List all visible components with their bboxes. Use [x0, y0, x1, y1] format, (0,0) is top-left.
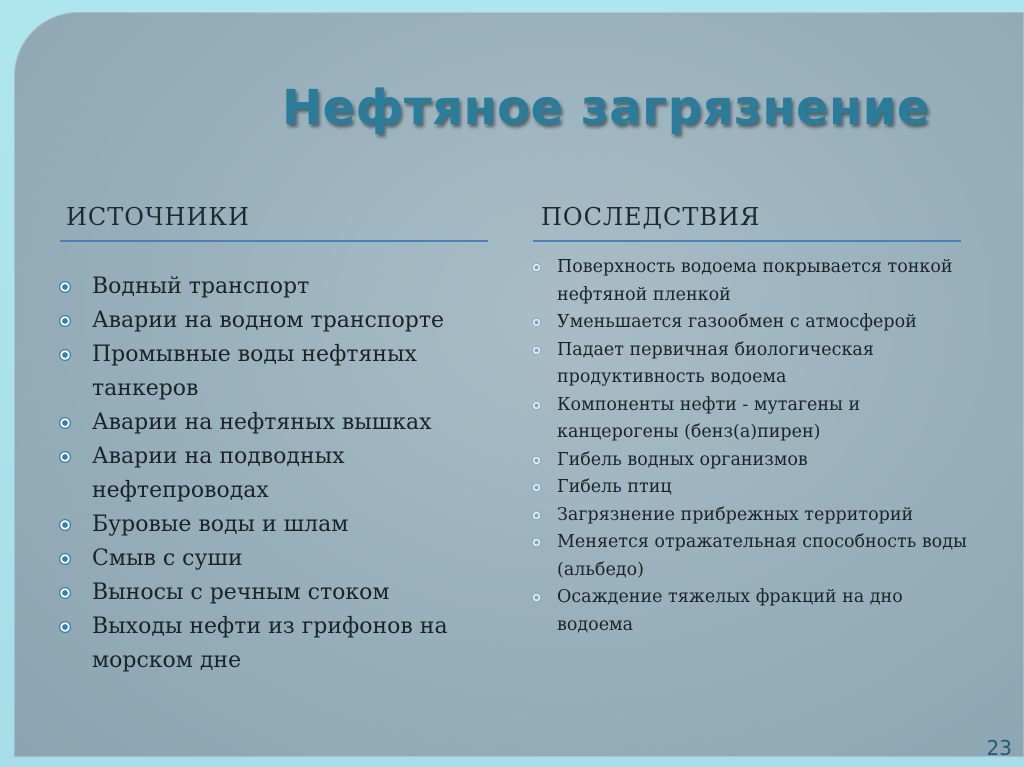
- list-item: [530, 309, 970, 337]
- sources-list: [59, 270, 499, 678]
- bullet-icon: [59, 315, 71, 327]
- list-item-text: Аварии на подводных нефтепроводах: [92, 444, 345, 503]
- consequences-list: [530, 254, 970, 639]
- list-item: [59, 440, 422, 508]
- list-item: [59, 542, 499, 576]
- list-item-text: Гибель водных организмов: [557, 449, 808, 470]
- list-item: [530, 447, 970, 475]
- list-item-text: Уменьшается газообмен с атмосферой: [557, 312, 917, 332]
- list-item: [59, 338, 472, 406]
- list-item-text: Поверхность водоема покрывается тонкой нефтяной пленкой: [557, 257, 953, 305]
- list-item: [530, 254, 957, 309]
- list-item: [530, 474, 970, 502]
- list-item: [59, 508, 499, 542]
- list-item-text: Гибель птиц: [557, 477, 672, 497]
- list-item-text: Выносы с речным стоком: [92, 580, 390, 605]
- list-item-text: Меняется отражательная способность воды (альбедо): [557, 532, 967, 580]
- bullet-icon: [532, 538, 541, 547]
- list-item-text: Промывные воды нефтяных танкеров: [92, 342, 417, 401]
- list-item-text: Водный транспорт: [92, 274, 310, 299]
- slide-title: Нефтяное загрязнение: [282, 80, 930, 136]
- bullet-icon: [59, 519, 71, 531]
- bullet-icon: [532, 511, 541, 520]
- bullet-icon: [532, 318, 541, 327]
- list-item-text: Аварии на водном транспорте: [92, 308, 445, 333]
- bullet-icon: [59, 417, 71, 429]
- list-item-text: Смыв с суши: [92, 546, 243, 571]
- list-item-text: Осаждение тяжелых фракций на дно водоема: [557, 587, 903, 635]
- sources-heading: ИСТОЧНИКИ: [66, 203, 250, 231]
- list-item: [59, 576, 499, 610]
- consequences-rule: [533, 240, 961, 242]
- list-item: [59, 270, 499, 304]
- bullet-icon: [59, 281, 71, 293]
- bullet-icon: [59, 587, 71, 599]
- bullet-icon: [59, 451, 71, 463]
- list-item-text: Компоненты нефти - мутагены и канцерогены (бенз(а)пирен): [557, 394, 861, 442]
- bullet-icon: [532, 263, 541, 272]
- list-item: [530, 584, 977, 639]
- list-item: [59, 406, 499, 440]
- sources-rule: [60, 240, 488, 242]
- list-item-text: Загрязнение прибрежных территорий: [557, 504, 914, 525]
- bullet-icon: [59, 621, 71, 633]
- list-item: [530, 529, 987, 584]
- bullet-icon: [532, 456, 541, 465]
- list-item: [530, 502, 970, 530]
- list-item: [59, 610, 537, 678]
- bullet-icon: [532, 483, 541, 492]
- bullet-icon: [532, 593, 541, 602]
- bullet-icon: [532, 401, 541, 410]
- bullet-icon: [59, 553, 71, 565]
- consequences-heading: ПОСЛЕДСТВИЯ: [541, 203, 761, 231]
- list-item-text: Буровые воды и шлам: [92, 512, 349, 537]
- list-item-text: Аварии на нефтяных вышках: [92, 410, 432, 435]
- list-item-text: Падает первичная биологическая продуктивность водоема: [557, 339, 874, 387]
- bullet-icon: [59, 349, 71, 361]
- list-item: [59, 304, 499, 338]
- list-item-text: Выходы нефти из грифонов на морском дне: [92, 614, 448, 673]
- page-number: 23: [986, 736, 1012, 760]
- list-item: [530, 392, 957, 447]
- bullet-icon: [532, 346, 541, 355]
- list-item: [530, 337, 957, 392]
